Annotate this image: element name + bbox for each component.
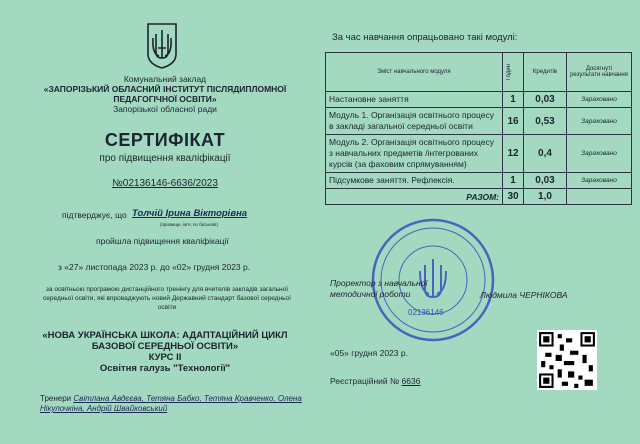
module-name: Настановне заняття: [326, 92, 503, 108]
trainers-names: Світлана Авдєєва, Тетяна Бабко, Тетяна Кравченко, Олена Нікулочкіна, Андрій Швайковський: [40, 394, 302, 413]
col-credits: Кредитів: [524, 53, 567, 92]
table-row: [326, 173, 632, 189]
course-title-line2: БАЗОВОЇ СЕРЕДНЬОЇ ОСВІТИ»: [91, 341, 239, 352]
module-credits: 0,03: [524, 173, 567, 189]
module-result: Зараховано: [567, 108, 632, 135]
course-field: Освітня галузь "Технології": [99, 363, 231, 374]
trident-emblem-icon: [145, 20, 179, 70]
col-content: Зміст навчального модуля: [326, 53, 503, 92]
certificate-title: СЕРТИФІКАТ: [104, 130, 226, 150]
module-name: Модуль 1. Організація освітнього процесу в закладі загальної середньої освіти: [326, 108, 503, 135]
trainers: [40, 394, 310, 414]
total-hours: 30: [503, 189, 524, 205]
person-name-note: (прізвище, ім'я, по батькові): [160, 222, 218, 227]
module-result: Зараховано: [567, 173, 632, 189]
registration-label: Реєстраційний №: [330, 376, 400, 386]
institution-type: Комунальний заклад: [123, 74, 207, 84]
signer-name: Людмила ЧЕРНІКОВА: [480, 290, 568, 300]
module-hours: 12: [503, 135, 524, 173]
issue-date: «05» грудня 2023 р.: [330, 348, 408, 358]
module-result: Зараховано: [567, 92, 632, 108]
program-description: за освітньою програмою дистанційного тренінгу для вчителів закладів загальної середньої освіти, які впроваджують новий Державний стандарт базової середньої освіти: [43, 286, 291, 311]
modules-heading: За час навчання опрацьовано такі модулі:: [332, 32, 518, 43]
col-hours: Годин: [503, 53, 524, 92]
trainers-label: Тренери: [40, 394, 72, 403]
col-results: Досягнуті результати навчання: [567, 53, 632, 92]
module-name: Модуль 2. Організація освітнього процесу з навчальних предметів /інтегрованих курсів (за фаховим спрямуванням): [326, 135, 503, 173]
module-hours: 1: [503, 92, 524, 108]
total-label: РАЗОМ:: [326, 189, 503, 205]
total-result-empty: [567, 189, 632, 205]
certificate-right-page: [320, 0, 640, 444]
institution-name-line2: ПЕДАГОГІЧНОЇ ОСВІТИ»: [113, 94, 217, 104]
module-hours: 1: [503, 173, 524, 189]
table-total-row: [326, 189, 632, 205]
person-name: Толчій Ірина Вікторівна: [132, 208, 248, 219]
module-result: Зараховано: [567, 135, 632, 173]
course-title-line1: «НОВА УКРАЇНСЬКА ШКОЛА: АДАПТАЦІЙНИЙ ЦИКЛ: [42, 330, 288, 341]
signer-role: [330, 278, 427, 300]
table-row: [326, 108, 632, 135]
certificate-subtitle: про підвищення кваліфікації: [99, 153, 231, 164]
modules-table-header: [326, 53, 632, 92]
institution-council: Запорізької обласної ради: [113, 104, 217, 114]
training-period: з «27» листопада 2023 р. до «02» грудня 2023 р.: [58, 262, 251, 272]
signer-role-line2: методичної роботи: [330, 289, 411, 299]
institution-name-line1: «ЗАПОРІЗЬКИЙ ОБЛАСНИЙ ІНСТИТУТ ПІСЛЯДИПЛОМНОЇ: [43, 84, 287, 94]
module-credits: 0,03: [524, 92, 567, 108]
table-row: [326, 92, 632, 108]
module-credits: 0,4: [524, 135, 567, 173]
registration: [330, 376, 420, 386]
certificate-number: №02136146-6636/2023: [112, 178, 218, 189]
confirms-label: підтверджує, що: [62, 210, 127, 220]
qr-code-icon: [537, 330, 597, 390]
table-row: [326, 135, 632, 173]
signer-role-line1: Проректор з навчальної: [330, 278, 428, 288]
module-name: Підсумкове заняття. Рефлексія.: [326, 173, 503, 189]
course-title: [30, 330, 300, 374]
modules-table: [325, 52, 632, 205]
module-credits: 0,53: [524, 108, 567, 135]
total-credits: 1,0: [524, 189, 567, 205]
module-hours: 16: [503, 108, 524, 135]
course-level: КУРС ІІ: [148, 352, 182, 363]
completed-label: пройшла підвищення кваліфікації: [96, 236, 229, 246]
svg-text:02136146: 02136146: [408, 308, 444, 317]
registration-number: 6636: [401, 376, 421, 386]
